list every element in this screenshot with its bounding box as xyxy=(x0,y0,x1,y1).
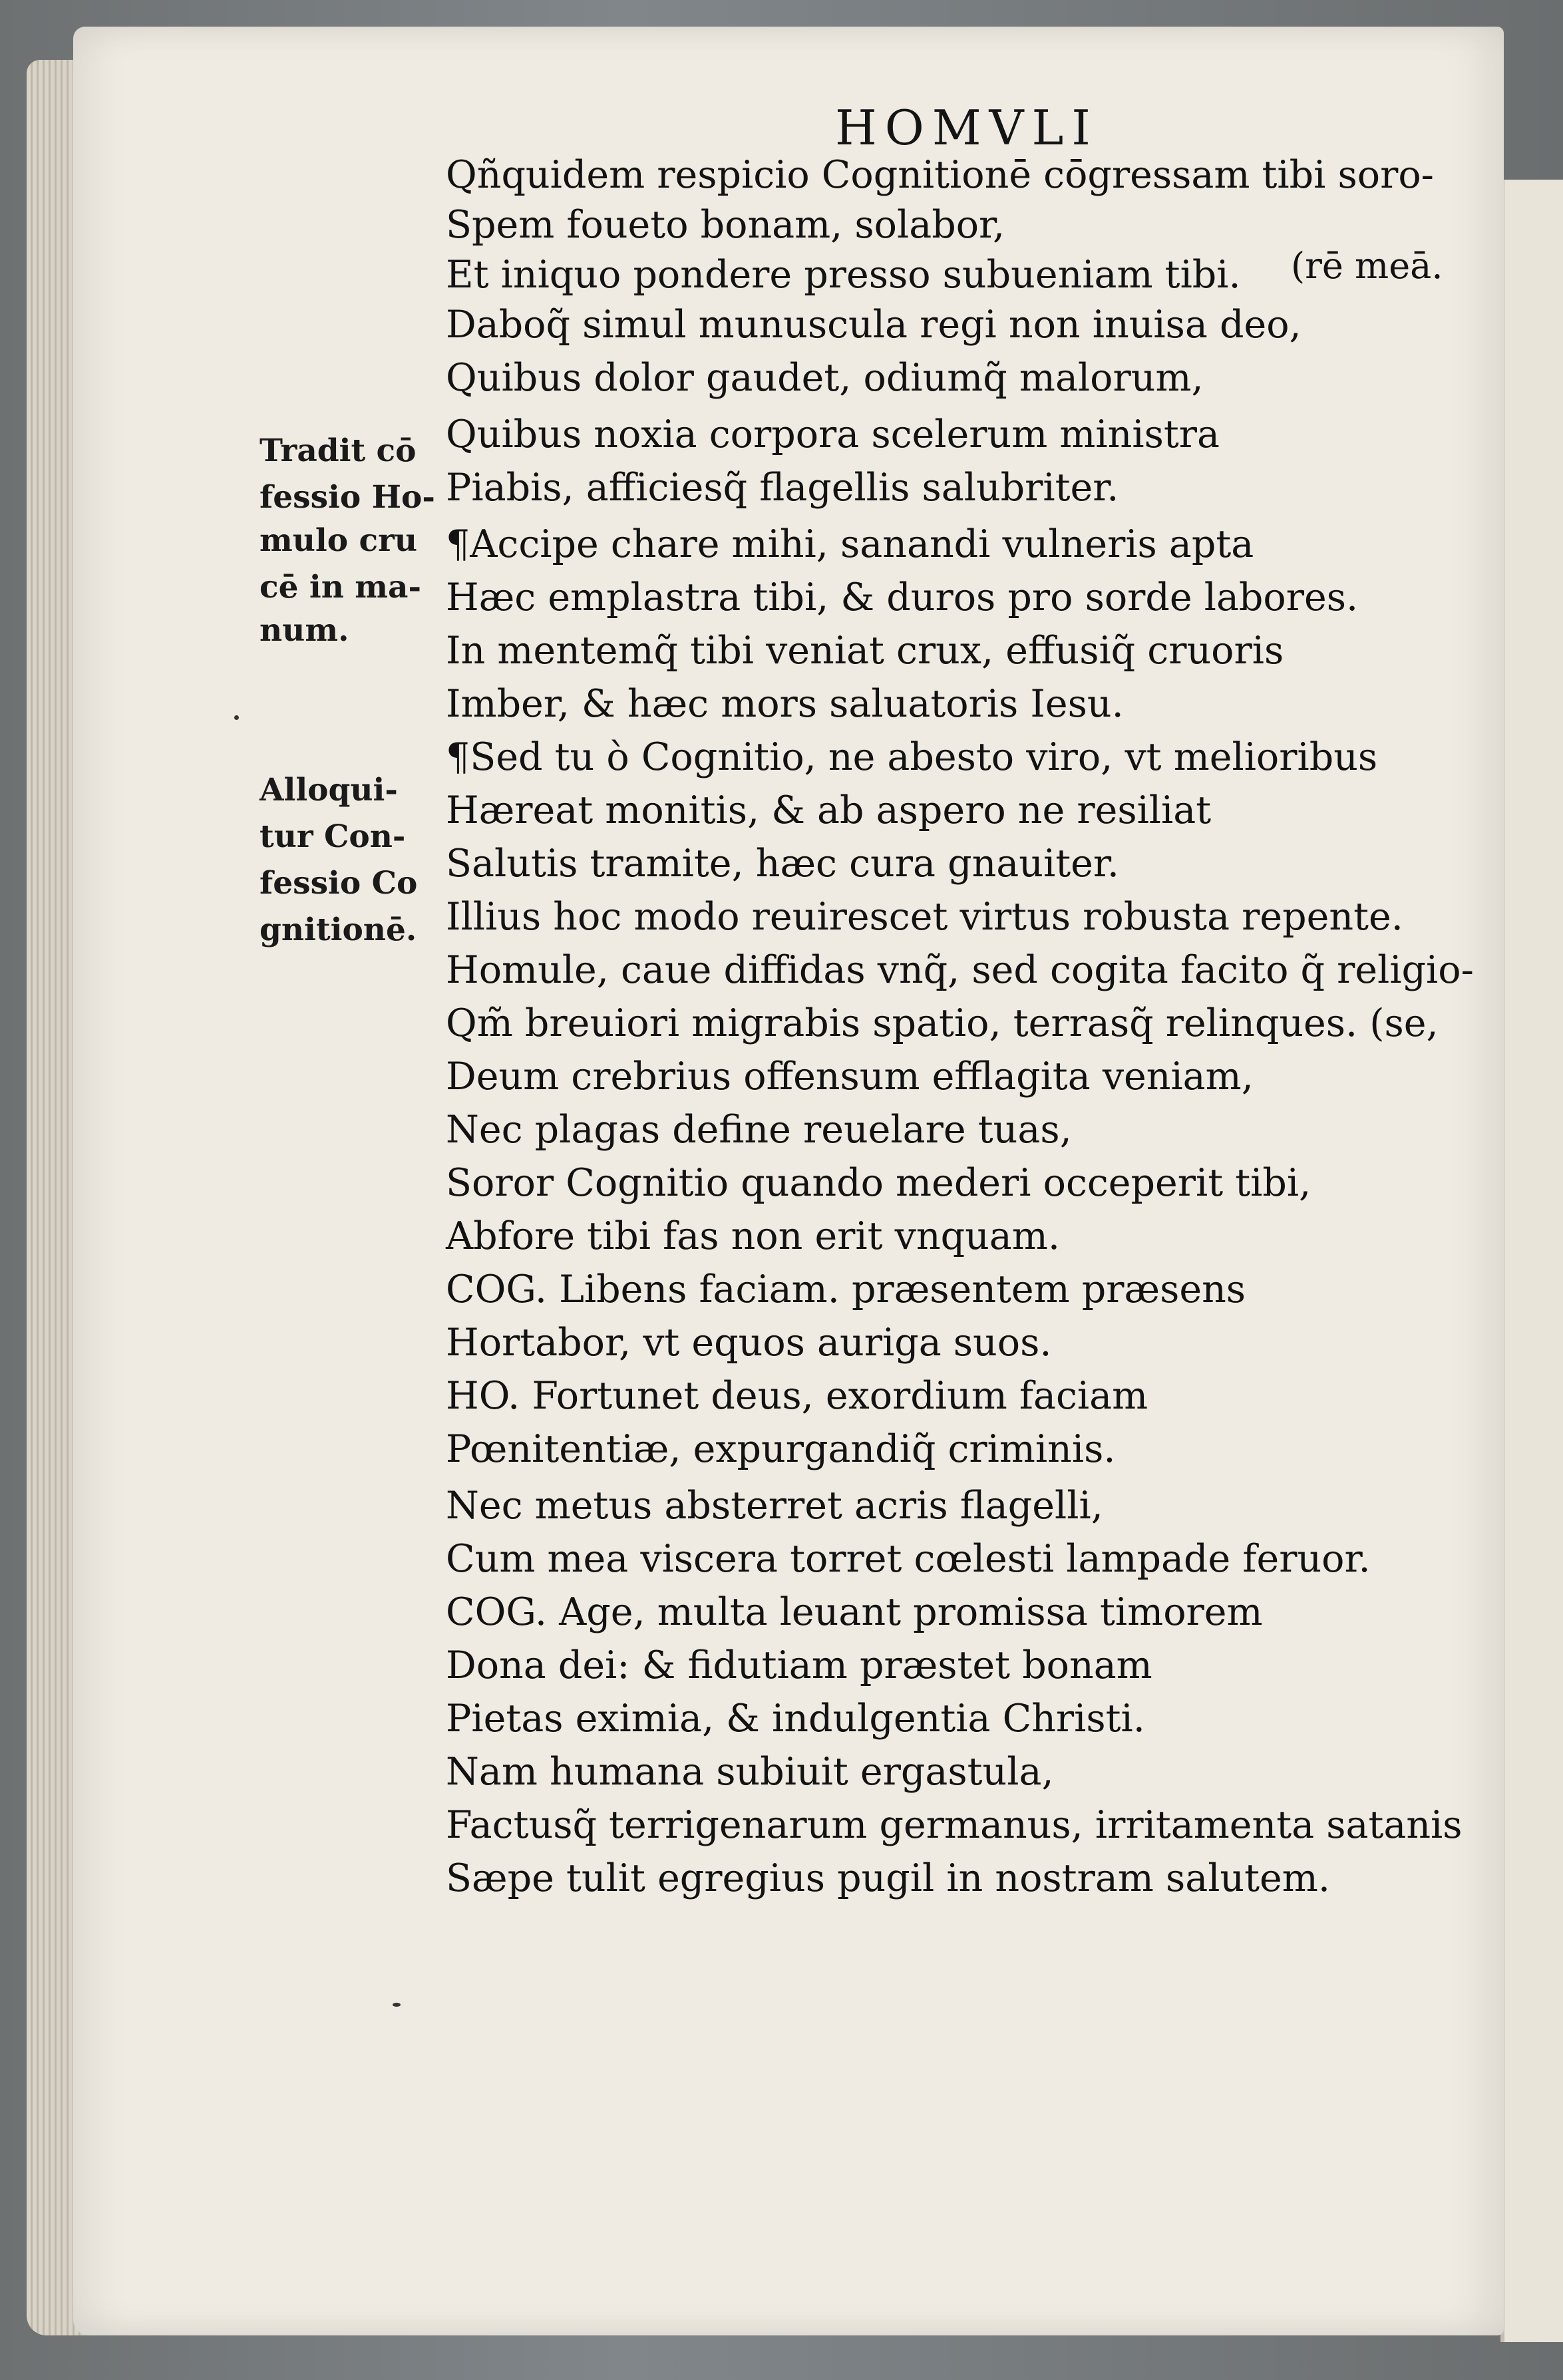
text-line: ¶Accipe chare mihi, sanandi vulneris apta xyxy=(446,522,1254,566)
margin-note-line: Alloqui- xyxy=(260,772,398,808)
text-line: Illius hoc modo reuirescet virtus robusta repente. xyxy=(446,895,1403,939)
text-line: Qm̃ breuiori migrabis spatio, terrasq̃ relinques. (se, xyxy=(446,1001,1439,1045)
text-line: Quibus dolor gaudet, odiumq̃ malorum, xyxy=(446,356,1204,400)
text-line: In mentemq̃ tibi veniat crux, effusiq̃ cruoris xyxy=(446,629,1284,673)
text-line: Soror Cognitio quando mederi occeperit tibi, xyxy=(446,1161,1311,1205)
text-line: COG. Libens faciam. præsentem præsens xyxy=(446,1268,1246,1311)
margin-note-line: Tradit cō xyxy=(260,432,417,469)
facing-page xyxy=(1500,180,1563,2342)
line-continuation: (rē meā. xyxy=(1291,245,1443,287)
text-line: Hortabor, vt equos auriga suos. xyxy=(446,1321,1052,1365)
text-line: Factusq̃ terrigenarum germanus, irritamenta satanis xyxy=(446,1803,1463,1847)
text-line: Homule, caue diffidas vnq̃, sed cogita facito q̃ religio- xyxy=(446,948,1474,992)
text-line: Deum crebrius offensum efflagita veniam, xyxy=(446,1055,1254,1099)
text-line: Piabis, afficiesq̃ flagellis salubriter. xyxy=(446,466,1119,510)
margin-note-line: cē in ma- xyxy=(260,569,421,605)
text-line: Salutis tramite, hæc cura gnauiter. xyxy=(446,842,1119,886)
text-line: Spem foueto bonam, solabor, xyxy=(446,203,1005,247)
text-line: ¶Sed tu ò Cognitio, ne abesto viro, vt melioribus xyxy=(446,735,1378,779)
text-line: Abfore tibi fas non erit vnquam. xyxy=(446,1214,1060,1258)
margin-note-line: mulo cru xyxy=(260,522,418,559)
running-header: HOMVLI xyxy=(835,100,1099,156)
text-line: Hæc emplastra tibi, & duros pro sorde labores. xyxy=(446,576,1359,619)
text-line: Et iniquo pondere presso subueniam tibi. xyxy=(446,253,1241,297)
margin-note-line: gnitionē. xyxy=(260,912,417,948)
text-line: Nec metus absterret acris flagelli, xyxy=(446,1484,1103,1528)
text-line: Qñquidem respicio Cognitionē cōgressam tibi soro- xyxy=(446,153,1434,197)
margin-note-line: fessio Co xyxy=(260,865,418,902)
text-line: Nam humana subiuit ergastula, xyxy=(446,1750,1054,1794)
margin-note-line: num. xyxy=(260,612,349,649)
margin-note-line: tur Con- xyxy=(260,818,406,855)
text-line: COG. Age, multa leuant promissa timorem xyxy=(446,1590,1263,1634)
ink-speck xyxy=(234,715,239,720)
text-line: Nec plagas define reuelare tuas, xyxy=(446,1108,1072,1152)
text-line: Sæpe tulit egregius pugil in nostram salutem. xyxy=(446,1856,1330,1900)
ink-speck xyxy=(393,2003,401,2007)
text-line: Quibus noxia corpora scelerum ministra xyxy=(446,413,1220,456)
text-line: Pœnitentiæ, expurgandiq̃ criminis. xyxy=(446,1427,1116,1471)
text-line: Dona dei: & fidutiam præstet bonam xyxy=(446,1643,1152,1687)
text-line: Cum mea viscera torret cœlesti lampade feruor. xyxy=(446,1537,1371,1581)
text-line: Daboq̃ simul munuscula regi non inuisa deo, xyxy=(446,303,1302,347)
margin-note-line: fessio Ho- xyxy=(260,479,435,516)
text-line: HO. Fortunet deus, exordium faciam xyxy=(446,1374,1148,1418)
text-line: Imber, & hæc mors saluatoris Iesu. xyxy=(446,682,1124,726)
text-line: Hæreat monitis, & ab aspero ne resiliat xyxy=(446,788,1212,832)
text-line: Pietas eximia, & indulgentia Christi. xyxy=(446,1697,1145,1741)
